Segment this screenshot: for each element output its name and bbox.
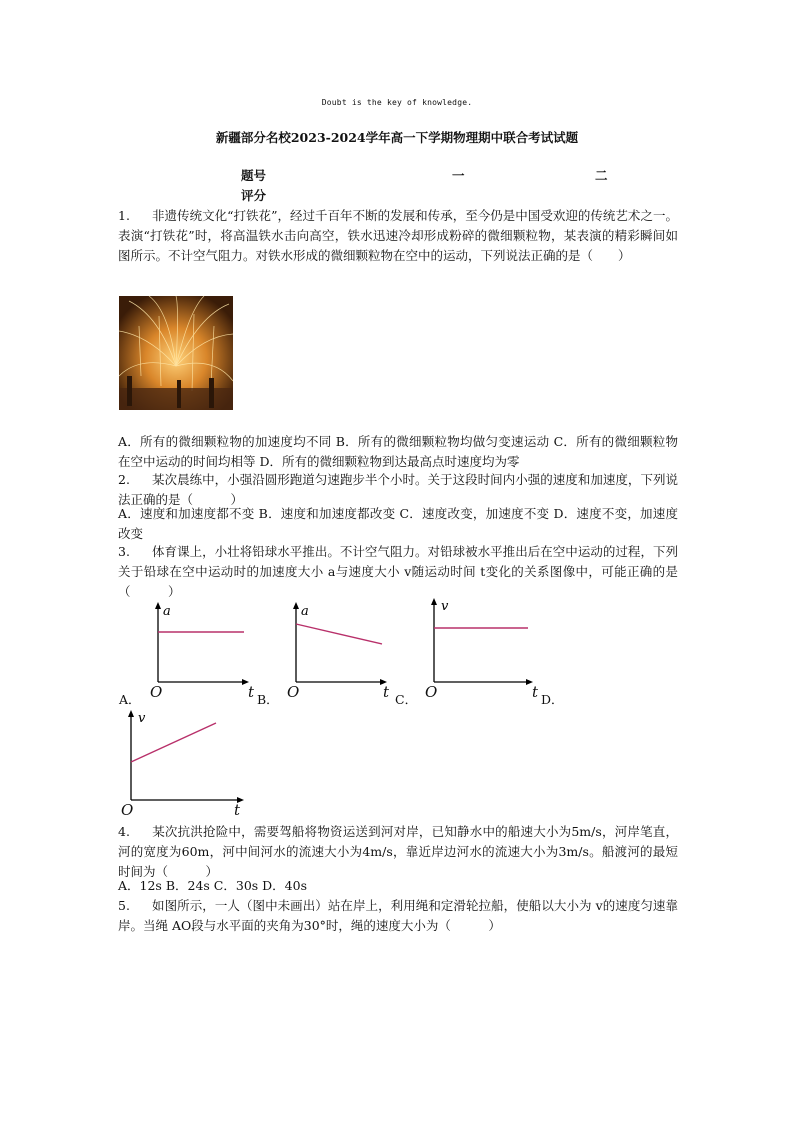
graph-c-x-label: t — [532, 683, 539, 701]
y-axis-label: v — [441, 599, 449, 614]
score-table-label-tihao: 题号 — [241, 168, 267, 183]
question-2-options: A．速度和加速度都不变 B．速度和加速度都改变 C．速度改变，加速度不变 D．速度不变，加速度改变 — [118, 506, 678, 541]
graph-d-origin: O — [121, 801, 134, 819]
y-axis-label: v — [138, 711, 146, 726]
option-label-a: A． — [119, 692, 141, 707]
y-axis-label: a — [163, 604, 171, 619]
graph-c-origin: O — [425, 683, 438, 701]
score-table-col-2: 二 — [595, 168, 608, 183]
question-number: 1. — [118, 208, 130, 223]
question-number: 3. — [118, 544, 130, 559]
question-number: 2. — [118, 472, 130, 487]
question-text: 某次抗洪抢险中，需要驾船将物资运送到河对岸，已知静水中的船速大小为5m/s，河岸笔直，河的宽度为60m，河中间河水的流速大小为4m/s，靠近岸边河水的流速大小为3m/s。船渡河的最短时间为（ ） — [118, 824, 678, 879]
graph-a-x-label: t — [248, 683, 255, 701]
graph-b-origin: O — [287, 683, 300, 701]
graph-a-origin: O — [150, 683, 163, 701]
question-text: 如图所示，一人（图中未画出）站在岸上，利用绳和定滑轮拉船，使船以大小为 v的速度匀速靠岸。当绳 AO段与水平面的夹角为30°时，绳的速度大小为（ ） — [118, 898, 678, 933]
score-table-col-1: 一 — [452, 168, 465, 183]
curve-line — [296, 624, 382, 644]
question-number: 5. — [118, 898, 130, 913]
y-axis-arrow — [293, 602, 299, 609]
y-axis-arrow — [155, 602, 161, 609]
page-title: 新疆部分名校2023-2024学年高一下学期物理期中联合考试试题 — [215, 130, 579, 145]
curve-line — [131, 723, 216, 762]
question-text: 体育课上，小壮将铅球水平推出。不计空气阻力。对铅球被水平推出后在空中运动的过程，下列关于铅球在空中运动时的加速度大小 a与速度大小 v随运动时间 t变化的关系图像中，可能正确的是（ ） — [118, 544, 678, 599]
graph-d-x-label: t — [234, 801, 241, 819]
graph-d — [114, 708, 249, 818]
question-text: 非遗传统文化“打铁花”，经过千百年不断的发展和传承，至今仍是中国受欢迎的传统艺术之一。表演“打铁花”时，将高温铁水击向高空，铁水迅速冷却形成粉碎的微细颗粒物，某表演的精彩瞬间如图所示。不计空气阻力。对铁水形成的微细颗粒物在空中的运动，下列说法正确的是（ ） — [118, 208, 678, 263]
question-1-options: A．所有的微细颗粒物的加速度均不同 B．所有的微细颗粒物均做匀变速运动 C．所有的微细颗粒物在空中运动的时间均相等 D．所有的微细颗粒物到达最高点时速度均为零 — [118, 434, 678, 469]
question-4-options: A．12s B．24s C．30s D．40s — [118, 878, 308, 893]
y-axis-label: a — [301, 604, 309, 619]
option-label-b: B． — [257, 692, 279, 707]
question-5 — [118, 896, 678, 936]
question-1 — [118, 206, 678, 266]
header-motto: Doubt is the key of knowledge. — [321, 98, 473, 107]
question-text: 某次晨练中，小强沿圆形跑道匀速跑步半个小时。关于这段时间内小强的速度和加速度，下列说法正确的是（ ） — [118, 472, 678, 507]
question-number: 4. — [118, 824, 130, 839]
iron-flower-photo — [119, 296, 233, 410]
option-label-d: D． — [541, 692, 564, 707]
y-axis-arrow — [128, 710, 134, 717]
question-4 — [118, 822, 678, 882]
option-label-c: C． — [395, 692, 418, 707]
graph-b-x-label: t — [383, 683, 390, 701]
y-axis-arrow — [431, 598, 437, 605]
question-3 — [118, 542, 678, 602]
score-table-label-pingfen: 评分 — [241, 188, 267, 203]
